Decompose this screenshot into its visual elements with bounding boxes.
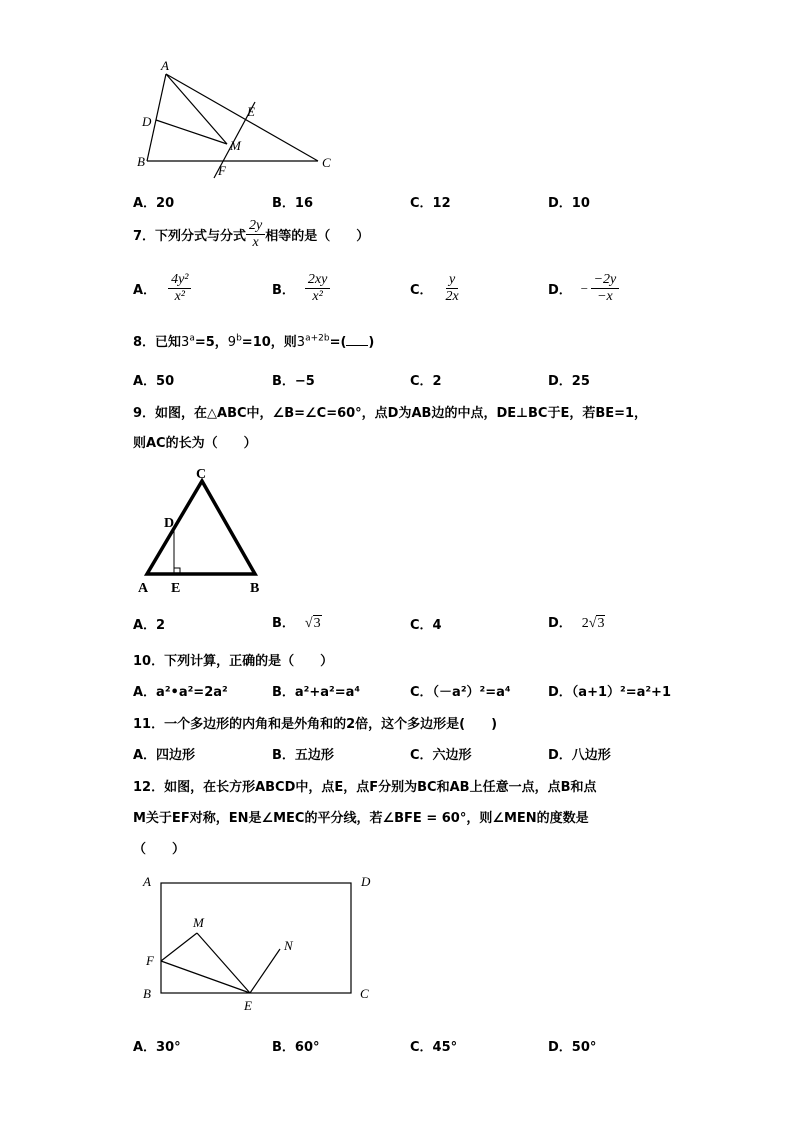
label-E: E [247, 104, 255, 119]
triangle-figure-q6 [130, 58, 350, 183]
q6-option-b[interactable]: B．16 [272, 196, 313, 211]
label-F: F [218, 163, 226, 178]
q9-option-b[interactable]: B． √3 [272, 616, 321, 631]
q9-label-A: A [138, 581, 149, 596]
q9-option-d[interactable]: D． 2√3 [548, 616, 605, 631]
q8-option-a[interactable]: A．50 [133, 374, 175, 389]
q9-stem-line2: 则AC的长为（ ） [133, 436, 257, 451]
q12-option-a[interactable]: A．30° [133, 1040, 181, 1055]
q12-label-D: D [361, 874, 371, 889]
q9-label-B: B [250, 581, 260, 596]
q10-option-b[interactable]: B．a²+a²=a⁴ [272, 685, 361, 700]
q9-label-C: C [196, 467, 207, 482]
label-B: B [137, 154, 145, 169]
q12-option-b[interactable]: B．60° [272, 1040, 320, 1055]
label-C: C [322, 155, 331, 170]
q12-label-N: N [284, 938, 293, 953]
q7-option-d[interactable]: D． − $\frac{-2y}{-x}$ [548, 272, 619, 305]
q12-label-E: E [244, 998, 252, 1013]
label-M: M [230, 138, 241, 153]
q12-stem-line1: 12．如图，在长方形ABCD中，点E，点F分别为BC和AB上任意一点，点B和点 [133, 780, 597, 795]
q9-label-D: D [164, 516, 175, 531]
q8-stem: 8．已知$3^a=5$，$9^b=10$，则$3^{a+2b}=$( ) [133, 333, 375, 350]
q8-option-d[interactable]: D．25 [548, 374, 590, 389]
q7-stem: 7．下列分式与分式 $\frac{2y}{x}$ 相等的是（ ） [133, 218, 370, 250]
q12-label-A: A [143, 874, 151, 889]
q8-blank[interactable] [346, 335, 368, 346]
q6-option-d[interactable]: D．10 [548, 196, 590, 211]
q10-stem: 10．下列计算，正确的是（ ） [133, 654, 334, 669]
q11-option-c[interactable]: C．六边形 [410, 748, 472, 763]
q11-option-b[interactable]: B．五边形 [272, 748, 334, 763]
q12-stem-line3: （ ） [133, 842, 186, 857]
rectangle-figure-q12 [130, 865, 380, 1020]
q9-option-a[interactable]: A．2 [133, 618, 166, 633]
q12-label-C: C [360, 986, 369, 1001]
q12-label-M: M [193, 915, 204, 930]
q11-stem: 11．一个多边形的内角和是外角和的2倍，这个多边形是( ) [133, 717, 498, 732]
q12-stem-line2: M关于EF对称，EN是∠MEC的平分线，若∠BFE = 60°，则∠MEN的度数是 [133, 811, 589, 826]
q9-stem-line1: 9．如图，在△ABC中，∠B=∠C=60°，点D为AB边的中点，DE⊥BC于E，若BE=1， [133, 406, 648, 421]
q11-option-a[interactable]: A．四边形 [133, 748, 196, 763]
q7-option-b[interactable]: B． $\frac{2xy}{\text{x²}}$ [272, 272, 330, 305]
q7-fraction: $\frac{2y}{x}$ [246, 218, 265, 251]
q6-option-c[interactable]: C．12 [410, 196, 451, 211]
q12-option-d[interactable]: D．50° [548, 1040, 597, 1055]
q11-option-d[interactable]: D．八边形 [548, 748, 611, 763]
q10-option-c[interactable]: C．（－a²）²=a⁴ [410, 685, 511, 700]
q12-label-B: B [143, 986, 151, 1001]
q10-option-a[interactable]: A．a²•a²=2a² [133, 685, 228, 700]
q12-option-c[interactable]: C．45° [410, 1040, 458, 1055]
triangle-figure-q9 [130, 463, 280, 598]
label-A: A [161, 58, 169, 73]
q9-label-E: E [171, 581, 181, 596]
label-D: D [142, 114, 152, 129]
q10-option-d[interactable]: D．（a+1）²=a²+1 [548, 685, 671, 700]
q7-option-a[interactable]: A． $\frac{\text{4y²}}{\text{x²}}$ [133, 272, 191, 305]
q8-option-c[interactable]: C．2 [410, 374, 442, 389]
q7-option-c[interactable]: C． $\frac{y}{2x}$ [410, 272, 459, 304]
q8-option-b[interactable]: B．−5 [272, 374, 315, 389]
q12-label-F: F [146, 953, 154, 968]
q9-option-c[interactable]: C．4 [410, 618, 442, 633]
q6-option-a[interactable]: A．20 [133, 196, 175, 211]
